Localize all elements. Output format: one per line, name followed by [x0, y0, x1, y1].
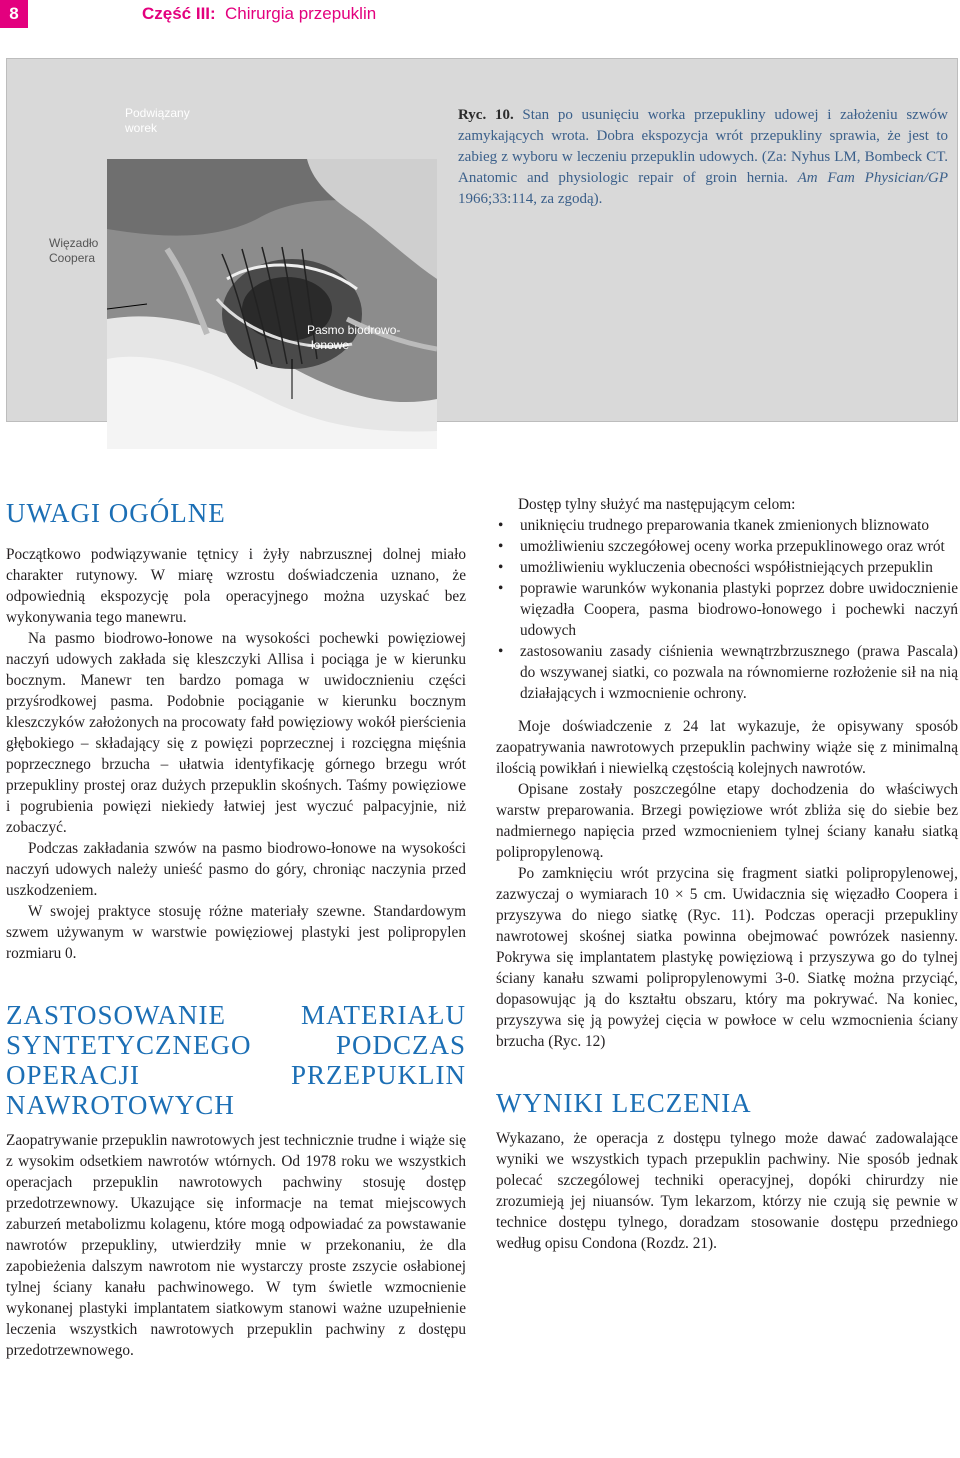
- paragraph: Na pasmo biodrowo-łonowe na wysokości pochewki powięziowej naczyń udowych zakłada się kleszczyki Allisa i pociąga je w kierunku bocznym. Manewr ten bardzo pomaga w uwidocznieniu części przyśrodkowej pasma. Podobnie pociąganie w kierunku bocznym kleszczyków założonych na procowaty fałd powięziowy wokół pierścienia głębokiego – składający się z powięzi poprzecznej i rozcięgna mięśnia poprzecznego brzucha – ułatwia identyfikację górnego brzegu wrót przepukliny prostej oraz dużych przepuklin skośnych. Taśmy powięziowe i pogrubienia powięzi niekiedy łatwiej jest wyczuć palpacyjnie, niż zobaczyć.: [6, 630, 466, 836]
- right-column: [496, 494, 958, 1254]
- list-item: • umożliwieniu szczegółowej oceny worka przepuklinowego oraz wrót: [496, 536, 958, 557]
- paragraph: Opisane zostały poszczególne etapy dochodzenia do właściwych warstw preparowania. Brzegi powięziowe wrót zbliża się do siebie bez nadmiernego napięcia przed wzmocnieniem tylnej ściany kanału siatką polipropylenową.: [496, 781, 958, 861]
- paragraph: Zaopatrywanie przepuklin nawrotowych jest technicznie trudne i wiąże się z wysokim odsetkiem nawrotów wtórnych. Od 1978 roku we wszystkich operacjach przepuklin nawrotowych pachwiny stosuję dostęp przedotrzewnowy. Ukazujące się informacje na temat miejscowych zaburzeń metabolizmu kolagenu, które mogą odpowiadać za powstawanie nawrotów przepukliny, utwierdziły mnie w przekonaniu, że dla zapobieżenia dalszym nawrotom nie wystarczy proste zszycie osłabionej tylnej ściany kanału pachwinowego. W tym świetle wzmocnienie wykonanej plastyki implantatem siatkowym stanowi ważne uzupełnienie leczenia wszystkich nawrotowych przepuklin pachwiny z dostępu przedotrzewnowego.: [6, 1132, 466, 1359]
- paragraph: Wykazano, że operacja z dostępu tylnego może dawać zadowalające wyniki we wszystkich typach przepuklin pachwiny. Nie sposób jednak polecać szczególowej techniki operacyjnej, dopóki chirurdzy nie zrozumieją jej niuansów. Tym lekarzom, którzy nie czują się pewnie w technice dostępu tylnego, doradzam stosowanie dostępu przedniego według opisu Condona (Rozdz. 21).: [496, 1130, 958, 1252]
- list-item: • poprawie warunków wykonania plastyki poprzez dobre uwidocznienie więzadła Coopera, pasma biodrowo-łonowego i pochewki naczyń udowych: [496, 578, 958, 641]
- paragraph: Podczas zakładania szwów na pasmo biodrowo-łonowe na wysokości naczyń udowych należy unieść pasmo do góry, chroniąc naczynia przed uszkodzeniem.: [6, 840, 466, 899]
- paragraph: Dostęp tylny służyć ma następującym celom:: [518, 496, 796, 513]
- figure-caption: Ryc. 10. Stan po usunięciu worka przepukliny udowej i założeniu szwów zamykających wrota. Dobra ekspozycja wrót przepukliny sprawia, że jest to zabieg z wyboru w leczeniu przepuklin udowych. (Za: Nyhus LM, Bombeck CT. Anatomic and physiologic repair of groin hernia. Am Fam Physician/GP 1966;33:114, za zgodą).: [458, 107, 948, 207]
- chapter-title: Chirurgia przepuklin: [225, 4, 377, 23]
- bullet-list: [496, 515, 958, 704]
- label-cooper: Więzadło Coopera: [49, 236, 99, 265]
- surgical-illustration: [107, 159, 437, 449]
- paragraph: Moje doświadczenie z 24 lat wykazuje, że opisywany sposób zaopatrywania nawrotowych przepuklin pachwiny wiąże się z minimalną ilością powikłań i niewielką częstością kolejnych nawrotów.: [496, 718, 958, 777]
- part-label: Część III:: [142, 4, 216, 23]
- heading-zastosowanie: ZASTOSOWANIE MATERIAŁU SYNTETYCZNEGO PODCZAS OPERACJI PRZEPUKLIN NAWROTOWYCH: [6, 1000, 466, 1120]
- list-item: • zastosowaniu zasady ciśnienia wewnątrzbrzusznego (prawa Pascala) do wszywanej siatki, co pozwala na równomierne rozłożenie sił na nią działających i wzmocnienie ochrony.: [496, 641, 958, 704]
- list-item: • uniknięciu trudnego preparowania tkanek zmienionych bliznowato: [496, 515, 958, 536]
- page-number: 8: [0, 0, 28, 28]
- heading-wyniki: WYNIKI LECZENIA: [496, 1088, 752, 1118]
- paragraph: Po zamknięciu wrót przycina się fragment siatki polipropylenowej, zazwyczaj o wymiarach 10 × 5 cm. Uwidacznia się więzadło Coopera i przyszywa do niego siatkę (Ryc. 11). Podczas operacji przepukliny nawrotowej skośnej siatka powinna obejmować powrózek nasienny. Pokrywa się implantatem plastykę powięziową i przyszywa go do tylnej ściany kanału szwami polipropylenowymi 3-0. Siatkę można przyciąć, dopasowując ją do kształtu obszaru, który ma pokrywać. Na koniec, przyszywa się ją powyżej cięcia w powłoce w celu wzmocnienia ściany brzucha (Ryc. 12): [496, 865, 958, 1050]
- paragraph: Początkowo podwiązywanie tętnicy i żyły nabrzusznej dolnej miało charakter rutynowy. W miarę wzrostu doświadczenia uznano, że odpowiednią ekspozycję pola operacyjnego można uzyskać bez wykonywania tego manewru.: [6, 546, 466, 626]
- label-pasmo: Pasmo biodrowo- -łonowe: [307, 323, 401, 352]
- heading-uwagi: UWAGI OGÓLNE: [6, 498, 226, 528]
- paragraph: W swojej praktyce stosuję różne materiały szewne. Standardowym szwem używanym w warstwie powięziowej plastyki jest polipropylen rozmiaru 0.: [6, 903, 466, 962]
- left-column: [6, 494, 466, 1361]
- list-item: • umożliwieniu wykluczenia obecności współistniejących przepuklin: [496, 557, 958, 578]
- label-worek: Podwiązany worek: [125, 106, 190, 135]
